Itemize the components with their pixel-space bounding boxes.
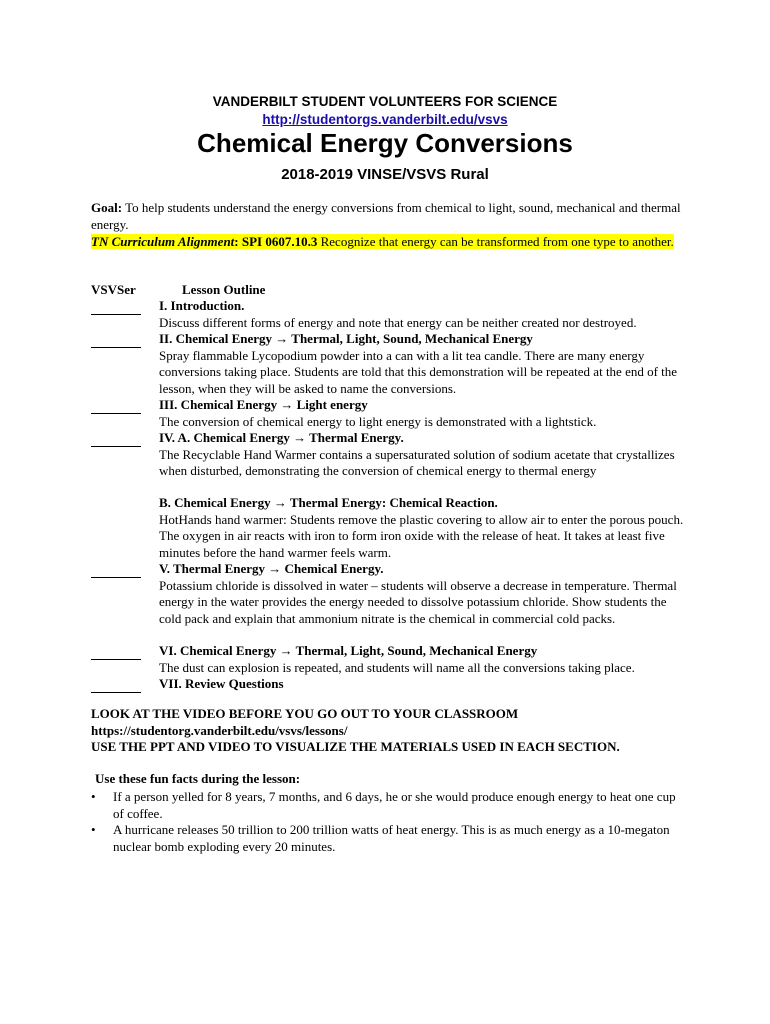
alignment-text: Recognize that energy can be transformed from one type to another. [317, 234, 674, 249]
signoff-blank[interactable] [91, 399, 141, 414]
signoff-blank[interactable] [91, 678, 141, 693]
list-item [91, 789, 681, 822]
outline-section-3 [159, 397, 689, 430]
section-body: Potassium chloride is dissolved in water – students will observe a decrease in temperature. Thermal energy in the water provides the energy needed to dissolve potassium chloride. Show students the cold pack and explain that ammonium nitrate is the chemical in commercial cold packs. [159, 577, 677, 626]
curriculum-alignment [91, 233, 691, 250]
section-body: Spray flammable Lycopodium powder into a can with a lit tea candle. There are many energy conversions taking place. Students are told that this demonstration will be repeated at the end of the lesson, when they will be asked to name the conversions. [159, 347, 678, 396]
goal-text: To help students understand the energy conversions from chemical to light, sound, mechanical and thermal energy. [91, 200, 681, 232]
section-heading: VII. Review Questions [159, 676, 284, 691]
section-heading: I. Introduction. [159, 298, 245, 313]
outline-section-5 [159, 561, 689, 627]
outline-section-7 [159, 676, 689, 693]
section-body: The conversion of chemical energy to light energy is demonstrated with a lightstick. [159, 413, 597, 429]
goal-paragraph [91, 199, 691, 233]
bullet-icon: • [91, 789, 96, 804]
lessons-link[interactable]: https://studentorg.vanderbilt.edu/vsvs/lessons/ [91, 722, 348, 738]
bullet-icon: • [91, 822, 96, 837]
outline-section-4a [159, 430, 689, 480]
signoff-blank[interactable] [91, 645, 141, 660]
outline-section-1 [159, 298, 689, 331]
alignment-highlight [91, 234, 674, 249]
section-heading: II. Chemical Energy → Thermal, Light, Sound, Mechanical Energy [159, 331, 533, 346]
signoff-blank[interactable] [91, 333, 141, 348]
outline-section-2 [159, 331, 689, 397]
alignment-label: TN Curriculum Alignment [91, 234, 235, 249]
alignment-colon: : [234, 234, 242, 249]
signoff-blank[interactable] [91, 563, 141, 578]
section-body: The dust can explosion is repeated, and students will name all the conversions taking place. [159, 659, 635, 675]
organization-name: VANDERBILT STUDENT VOLUNTEERS FOR SCIENCE [212, 94, 558, 109]
alignment-code: SPI 0607.10.3 [241, 234, 318, 249]
section-body: Discuss different forms of energy and note that energy can be neither created nor destroyed. [159, 314, 637, 330]
fun-facts-list [91, 789, 681, 855]
video-instruction-line: LOOK AT THE VIDEO BEFORE YOU GO OUT TO YOUR CLASSROOM [91, 706, 519, 721]
video-instruction-line: USE THE PPT AND VIDEO TO VISUALIZE THE MATERIALS USED IN EACH SECTION. [91, 739, 620, 754]
page-title: Chemical Energy Conversions [197, 128, 573, 158]
fun-facts-title: Use these fun facts during the lesson: [95, 771, 301, 786]
page-subtitle: 2018-2019 VINSE/VSVS Rural [281, 166, 489, 183]
section-heading: IV. A. Chemical Energy → Thermal Energy. [159, 430, 404, 445]
organization-link[interactable]: http://studentorgs.vanderbilt.edu/vsvs [262, 112, 508, 127]
signoff-blank[interactable] [91, 300, 141, 315]
fun-fact-text: If a person yelled for 8 years, 7 months, and 6 days, he or she would produce enough energy to heat one cup of coffee. [113, 789, 676, 821]
section-heading: V. Thermal Energy → Chemical Energy. [159, 561, 384, 576]
fun-fact-text: A hurricane releases 50 trillion to 200 trillion watts of heat energy. This is as much energy as a 10-megaton nuclear bomb exploding every 20 minutes. [113, 822, 670, 854]
outline-section-4b [159, 495, 689, 561]
section-heading: B. Chemical Energy → Thermal Energy: Chemical Reaction. [159, 495, 498, 510]
signoff-blank[interactable] [91, 432, 141, 447]
lesson-outline-title: Lesson Outline [182, 282, 266, 297]
section-body: HotHands hand warmer: Students remove the plastic covering to allow air to enter the porous pouch. The oxygen in air reacts with iron to form iron oxide with the release of heat. It takes at least five minutes before the hand warmer feels warm. [159, 511, 684, 560]
section-heading: VI. Chemical Energy → Thermal, Light, Sound, Mechanical Energy [159, 643, 538, 658]
list-item [91, 822, 681, 855]
outline-section-6 [159, 643, 689, 676]
goal-label: Goal: [91, 200, 123, 215]
video-instructions [91, 706, 691, 756]
section-heading: III. Chemical Energy → Light energy [159, 397, 368, 412]
section-body: The Recyclable Hand Warmer contains a supersaturated solution of sodium acetate that crystallizes when disturbed, demonstrating the conversion of chemical energy to thermal energy [159, 446, 675, 478]
vsvs-column-header: VSVSer [91, 282, 136, 297]
